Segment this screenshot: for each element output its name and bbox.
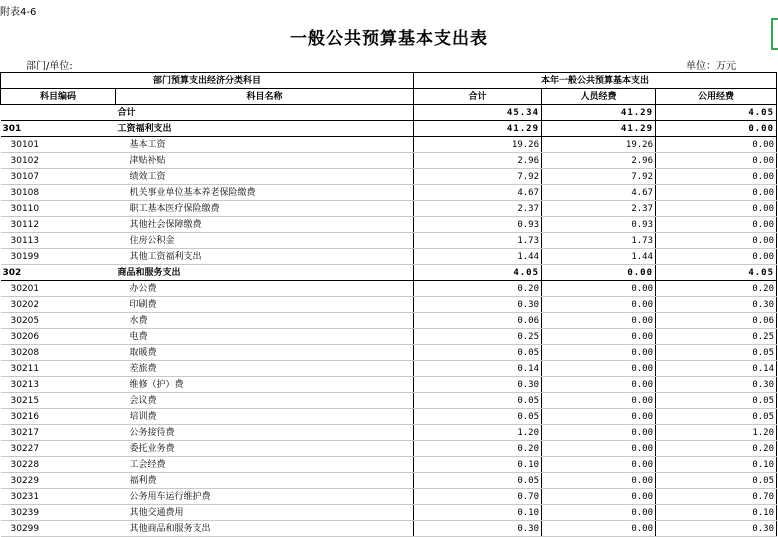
cell-public: 0.00 xyxy=(656,233,777,249)
cell-code: 30202 xyxy=(1,297,116,313)
expenditure-table xyxy=(0,72,777,537)
department-label: 部门/单位: xyxy=(26,61,73,72)
cell-name: 绩效工资 xyxy=(116,169,414,185)
cell-public: 0.00 xyxy=(656,121,777,137)
cell-personnel: 0.00 xyxy=(542,329,656,345)
cell-public: 0.00 xyxy=(656,201,777,217)
table-row xyxy=(1,473,777,489)
cell-name: 其他交通费用 xyxy=(116,505,414,521)
cell-code xyxy=(1,105,116,121)
cell-code: 30217 xyxy=(1,425,116,441)
cell-total: 1.73 xyxy=(414,233,542,249)
cell-name: 印刷费 xyxy=(116,297,414,313)
cell-code: 30206 xyxy=(1,329,116,345)
cell-personnel: 0.93 xyxy=(542,217,656,233)
cell-personnel: 0.00 xyxy=(542,521,656,537)
page-title: 一般公共预算基本支出表 xyxy=(290,29,488,49)
cell-name: 差旅费 xyxy=(116,361,414,377)
cell-total: 1.44 xyxy=(414,249,542,265)
header-personnel: 人员经费 xyxy=(542,89,656,105)
cell-name: 会议费 xyxy=(116,393,414,409)
table-row xyxy=(1,217,777,233)
table-row xyxy=(1,233,777,249)
cell-code: 30113 xyxy=(1,233,116,249)
header-group-right: 本年一般公共预算基本支出 xyxy=(414,73,777,89)
cell-code: 30213 xyxy=(1,377,116,393)
cell-personnel: 0.00 xyxy=(542,441,656,457)
cell-code: 30101 xyxy=(1,137,116,153)
table-row xyxy=(1,249,777,265)
cell-public: 0.05 xyxy=(656,393,777,409)
table-row xyxy=(1,457,777,473)
header-group-left: 部门预算支出经济分类科目 xyxy=(1,73,414,89)
cell-name: 公务用车运行维护费 xyxy=(116,489,414,505)
cell-public: 0.05 xyxy=(656,345,777,361)
table-row xyxy=(1,297,777,313)
table-row xyxy=(1,185,777,201)
table-row xyxy=(1,425,777,441)
cell-public: 0.14 xyxy=(656,361,777,377)
cell-name: 住房公积金 xyxy=(116,233,414,249)
table-body xyxy=(1,105,777,537)
cell-total: 0.70 xyxy=(414,489,542,505)
cell-personnel: 0.00 xyxy=(542,505,656,521)
cell-total: 0.05 xyxy=(414,393,542,409)
header-public: 公用经费 xyxy=(656,89,777,105)
table-row xyxy=(1,361,777,377)
table-row xyxy=(1,169,777,185)
cell-code: 301 xyxy=(1,121,116,137)
cell-total: 2.96 xyxy=(414,153,542,169)
cell-personnel: 0.00 xyxy=(542,409,656,425)
cell-name: 商品和服务支出 xyxy=(116,265,414,281)
cell-selection-marker xyxy=(771,18,778,50)
cell-total: 0.06 xyxy=(414,313,542,329)
cell-personnel: 41.29 xyxy=(542,105,656,121)
cell-name: 培训费 xyxy=(116,409,414,425)
cell-total: 0.30 xyxy=(414,297,542,313)
cell-code: 30299 xyxy=(1,521,116,537)
header-total: 合计 xyxy=(414,89,542,105)
table-row xyxy=(1,441,777,457)
cell-public: 0.10 xyxy=(656,457,777,473)
cell-name: 维修（护）费 xyxy=(116,377,414,393)
cell-total: 0.30 xyxy=(414,377,542,393)
cell-code: 30112 xyxy=(1,217,116,233)
cell-personnel: 0.00 xyxy=(542,489,656,505)
cell-total: 4.05 xyxy=(414,265,542,281)
table-row xyxy=(1,137,777,153)
cell-name: 基本工资 xyxy=(116,137,414,153)
table-row xyxy=(1,105,777,121)
cell-code: 30102 xyxy=(1,153,116,169)
cell-code: 30215 xyxy=(1,393,116,409)
cell-public: 0.05 xyxy=(656,473,777,489)
cell-personnel: 19.26 xyxy=(542,137,656,153)
cell-personnel: 7.92 xyxy=(542,169,656,185)
cell-code: 30199 xyxy=(1,249,116,265)
cell-code: 30228 xyxy=(1,457,116,473)
table-row xyxy=(1,281,777,297)
cell-total: 19.26 xyxy=(414,137,542,153)
cell-public: 0.00 xyxy=(656,153,777,169)
cell-personnel: 0.00 xyxy=(542,345,656,361)
table-row xyxy=(1,521,777,537)
cell-name: 委托业务费 xyxy=(116,441,414,457)
cell-public: 0.00 xyxy=(656,169,777,185)
cell-total: 7.92 xyxy=(414,169,542,185)
cell-name: 工会经费 xyxy=(116,457,414,473)
cell-public: 4.05 xyxy=(656,105,777,121)
table-row xyxy=(1,153,777,169)
cell-code: 30208 xyxy=(1,345,116,361)
cell-code: 30108 xyxy=(1,185,116,201)
cell-code: 30216 xyxy=(1,409,116,425)
cell-public: 0.30 xyxy=(656,297,777,313)
cell-personnel: 0.00 xyxy=(542,361,656,377)
cell-name: 电费 xyxy=(116,329,414,345)
cell-name: 取暖费 xyxy=(116,345,414,361)
header-code: 科目编码 xyxy=(1,89,116,105)
cell-public: 4.05 xyxy=(656,265,777,281)
table-row xyxy=(1,505,777,521)
cell-public: 0.30 xyxy=(656,521,777,537)
cell-personnel: 0.00 xyxy=(542,425,656,441)
cell-code: 30231 xyxy=(1,489,116,505)
cell-total: 0.14 xyxy=(414,361,542,377)
cell-name: 福利费 xyxy=(116,473,414,489)
cell-public: 0.05 xyxy=(656,409,777,425)
cell-personnel: 0.00 xyxy=(542,393,656,409)
table-row xyxy=(1,121,777,137)
cell-public: 0.00 xyxy=(656,137,777,153)
cell-total: 0.05 xyxy=(414,345,542,361)
attachment-label: 附表4-6 xyxy=(0,7,37,18)
cell-total: 0.25 xyxy=(414,329,542,345)
cell-personnel: 0.00 xyxy=(542,265,656,281)
cell-total: 0.93 xyxy=(414,217,542,233)
header-name: 科目名称 xyxy=(116,89,414,105)
table-row xyxy=(1,329,777,345)
cell-name: 职工基本医疗保险缴费 xyxy=(116,201,414,217)
cell-personnel: 1.44 xyxy=(542,249,656,265)
cell-personnel: 41.29 xyxy=(542,121,656,137)
cell-public: 0.20 xyxy=(656,441,777,457)
cell-name: 办公费 xyxy=(116,281,414,297)
cell-code: 30107 xyxy=(1,169,116,185)
cell-public: 0.10 xyxy=(656,505,777,521)
cell-total: 41.29 xyxy=(414,121,542,137)
cell-public: 0.30 xyxy=(656,377,777,393)
cell-personnel: 1.73 xyxy=(542,233,656,249)
table-row xyxy=(1,489,777,505)
cell-name: 其他社会保障缴费 xyxy=(116,217,414,233)
cell-code: 30239 xyxy=(1,505,116,521)
cell-personnel: 0.00 xyxy=(542,377,656,393)
cell-name: 津贴补贴 xyxy=(116,153,414,169)
cell-total: 4.67 xyxy=(414,185,542,201)
cell-personnel: 0.00 xyxy=(542,473,656,489)
cell-personnel: 0.00 xyxy=(542,313,656,329)
cell-total: 0.30 xyxy=(414,521,542,537)
cell-total: 1.20 xyxy=(414,425,542,441)
cell-total: 0.10 xyxy=(414,505,542,521)
cell-code: 30205 xyxy=(1,313,116,329)
cell-personnel: 2.37 xyxy=(542,201,656,217)
cell-total: 0.20 xyxy=(414,281,542,297)
cell-code: 30229 xyxy=(1,473,116,489)
cell-code: 30211 xyxy=(1,361,116,377)
cell-total: 0.05 xyxy=(414,409,542,425)
table-row xyxy=(1,409,777,425)
cell-name: 工资福利支出 xyxy=(116,121,414,137)
cell-public: 0.70 xyxy=(656,489,777,505)
cell-public: 0.00 xyxy=(656,249,777,265)
cell-code: 302 xyxy=(1,265,116,281)
cell-public: 0.20 xyxy=(656,281,777,297)
cell-public: 0.00 xyxy=(656,185,777,201)
cell-name: 机关事业单位基本养老保险缴费 xyxy=(116,185,414,201)
cell-public: 0.06 xyxy=(656,313,777,329)
table-row xyxy=(1,393,777,409)
cell-personnel: 0.00 xyxy=(542,281,656,297)
cell-name: 其他商品和服务支出 xyxy=(116,521,414,537)
cell-total: 0.20 xyxy=(414,441,542,457)
table-row xyxy=(1,313,777,329)
cell-total: 0.05 xyxy=(414,473,542,489)
cell-public: 1.20 xyxy=(656,425,777,441)
cell-total: 45.34 xyxy=(414,105,542,121)
cell-name: 公务接待费 xyxy=(116,425,414,441)
cell-code: 30227 xyxy=(1,441,116,457)
cell-code: 30110 xyxy=(1,201,116,217)
unit-label: 单位：万元 xyxy=(686,61,736,72)
cell-total: 0.10 xyxy=(414,457,542,473)
cell-code: 30201 xyxy=(1,281,116,297)
cell-personnel: 0.00 xyxy=(542,297,656,313)
cell-name: 合计 xyxy=(116,105,414,121)
cell-total: 2.37 xyxy=(414,201,542,217)
table-row xyxy=(1,201,777,217)
table-row xyxy=(1,265,777,281)
table-row xyxy=(1,345,777,361)
cell-name: 其他工资福利支出 xyxy=(116,249,414,265)
cell-name: 水费 xyxy=(116,313,414,329)
cell-public: 0.25 xyxy=(656,329,777,345)
cell-personnel: 2.96 xyxy=(542,153,656,169)
cell-public: 0.00 xyxy=(656,217,777,233)
table-row xyxy=(1,377,777,393)
cell-personnel: 0.00 xyxy=(542,457,656,473)
cell-personnel: 4.67 xyxy=(542,185,656,201)
